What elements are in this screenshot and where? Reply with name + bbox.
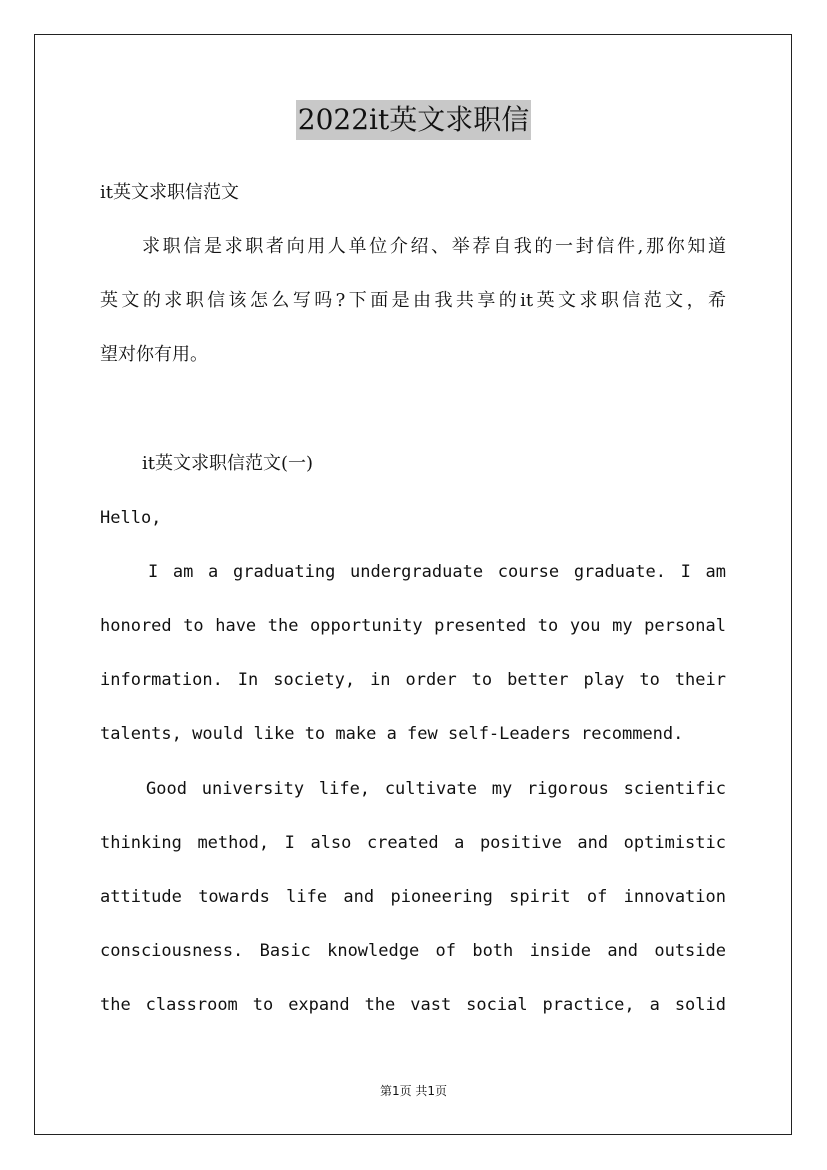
intro-line-1: 求职信是求职者向用人单位介绍、举荐自我的一封信件,那你知道	[142, 236, 726, 257]
paragraph2-line-1: Good university life, cultivate my rigorous scientific	[146, 779, 726, 799]
page-number-footer: 第1页 共1页	[379, 1084, 448, 1098]
paragraph2-line-3: attitude towards life and pioneering spirit of innovation	[100, 887, 726, 907]
paragraph1-line-1: I am a graduating undergraduate course graduate. I am	[148, 562, 726, 582]
section-heading: it英文求职信范文(一)	[142, 453, 314, 474]
paragraph2-line-5: the classroom to expand the vast social practice, a solid	[100, 995, 726, 1015]
document-subtitle: it英文求职信范文	[100, 182, 239, 203]
paragraph2-line-4: consciousness. Basic knowledge of both inside and outside	[100, 941, 726, 961]
paragraph1-line-4: talents, would like to make a few self-Leaders recommend.	[100, 724, 684, 744]
greeting: Hello,	[100, 508, 162, 528]
paragraph1-line-3: information. In society, in order to better play to their	[100, 670, 726, 690]
title-wrap	[0, 100, 827, 140]
paragraph2-line-2: thinking method, I also created a positive and optimistic	[100, 833, 726, 853]
intro-line-3: 望对你有用。	[100, 344, 208, 365]
intro-line-2: 英文的求职信该怎么写吗?下面是由我共享的it英文求职信范文，希	[100, 290, 726, 311]
paragraph1-line-2: honored to have the opportunity presented to you my personal	[100, 616, 726, 636]
document-title: 2022it英文求职信	[296, 100, 531, 140]
